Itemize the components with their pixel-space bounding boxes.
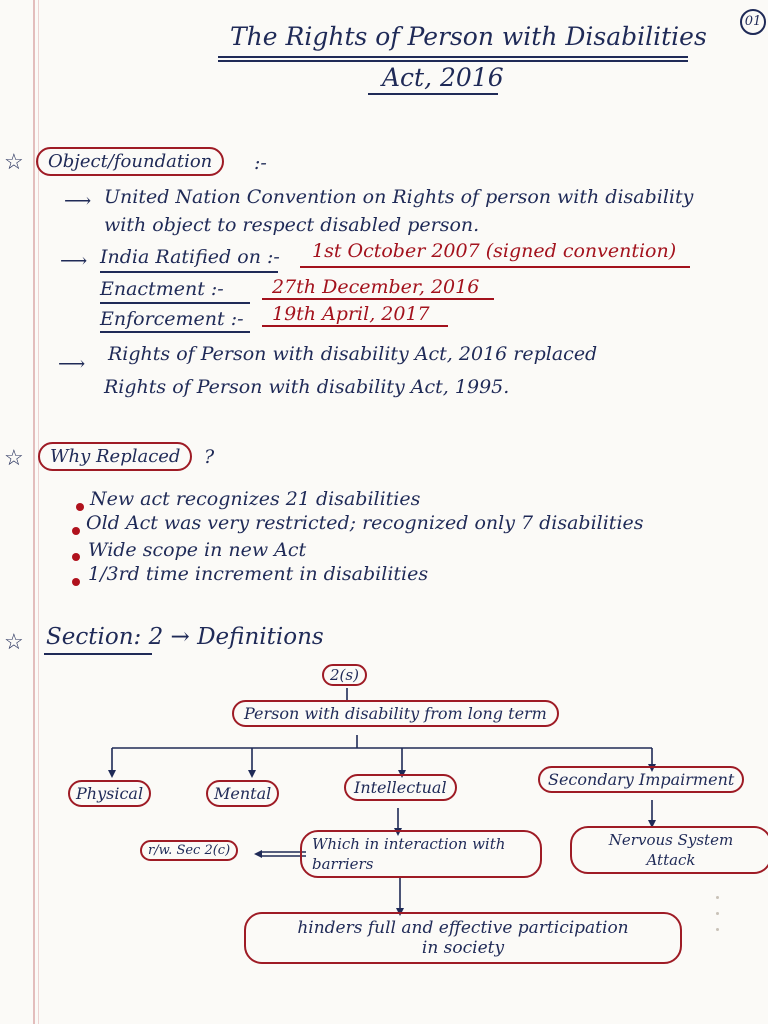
enforcement-value: 19th April, 2017 (272, 303, 430, 325)
result-node (244, 912, 682, 964)
replaced-line-2: Rights of Person with disability Act, 1995. (104, 376, 510, 398)
why-bullet-1: New act recognizes 21 disabilities (90, 488, 421, 510)
star-icon: ☆ (4, 446, 24, 471)
object-line-2: with object to respect disabled person. (104, 214, 480, 236)
branch-intellectual: Intellectual (344, 774, 457, 801)
why-heading: Why Replaced (38, 442, 192, 471)
star-icon: ☆ (4, 150, 24, 175)
enactment-value: 27th December, 2016 (272, 276, 480, 298)
branch-mental: Mental (206, 780, 279, 807)
why-bullet-4: 1/3rd time increment in disabilities (88, 563, 429, 585)
why-heading-suffix: ? (204, 446, 215, 468)
branch-secondary-impairment: Secondary Impairment (538, 766, 744, 793)
page-number: 01 (740, 9, 766, 35)
why-bullet-3: Wide scope in new Act (88, 539, 307, 561)
title-line-2: Act, 2016 (382, 63, 504, 92)
object-line-1: United Nation Convention on Rights of person with disability (104, 186, 694, 208)
object-heading-suffix: :- (254, 152, 267, 174)
read-with-node: r/w. Sec 2(c) (140, 840, 238, 861)
arrow-icon: ⟶ (60, 250, 88, 272)
nervous-system-node: Nervous System Attack (570, 826, 768, 874)
clause-badge: 2(s) (322, 664, 367, 686)
arrow-icon: ⟶ (64, 190, 92, 212)
why-bullet-2: Old Act was very restricted; recognized only 7 disabilities (86, 512, 644, 534)
replaced-line-1: Rights of Person with disability Act, 2016 replaced (108, 343, 598, 365)
object-heading: Object/foundation (36, 147, 224, 176)
enforcement-label: Enforcement :- (100, 308, 244, 330)
ratified-value: 1st October 2007 (signed convention) (312, 240, 677, 262)
star-icon: ☆ (4, 630, 24, 655)
title-line-1: The Rights of Person with Disabilities (230, 22, 707, 51)
arrow-icon: ⟶ (58, 353, 86, 375)
definitions-heading: Section: 2 → Definitions (46, 624, 324, 650)
enactment-label: Enactment :- (100, 278, 224, 300)
branch-physical: Physical (68, 780, 151, 807)
result-line-1: hinders full and effective participation (297, 918, 629, 938)
ratified-label: India Ratified on :- (100, 246, 280, 268)
definition-root-node: Person with disability from long term (232, 700, 559, 727)
result-line-2: in society (421, 938, 505, 958)
interaction-node: Which in interaction with barriers (300, 830, 542, 878)
